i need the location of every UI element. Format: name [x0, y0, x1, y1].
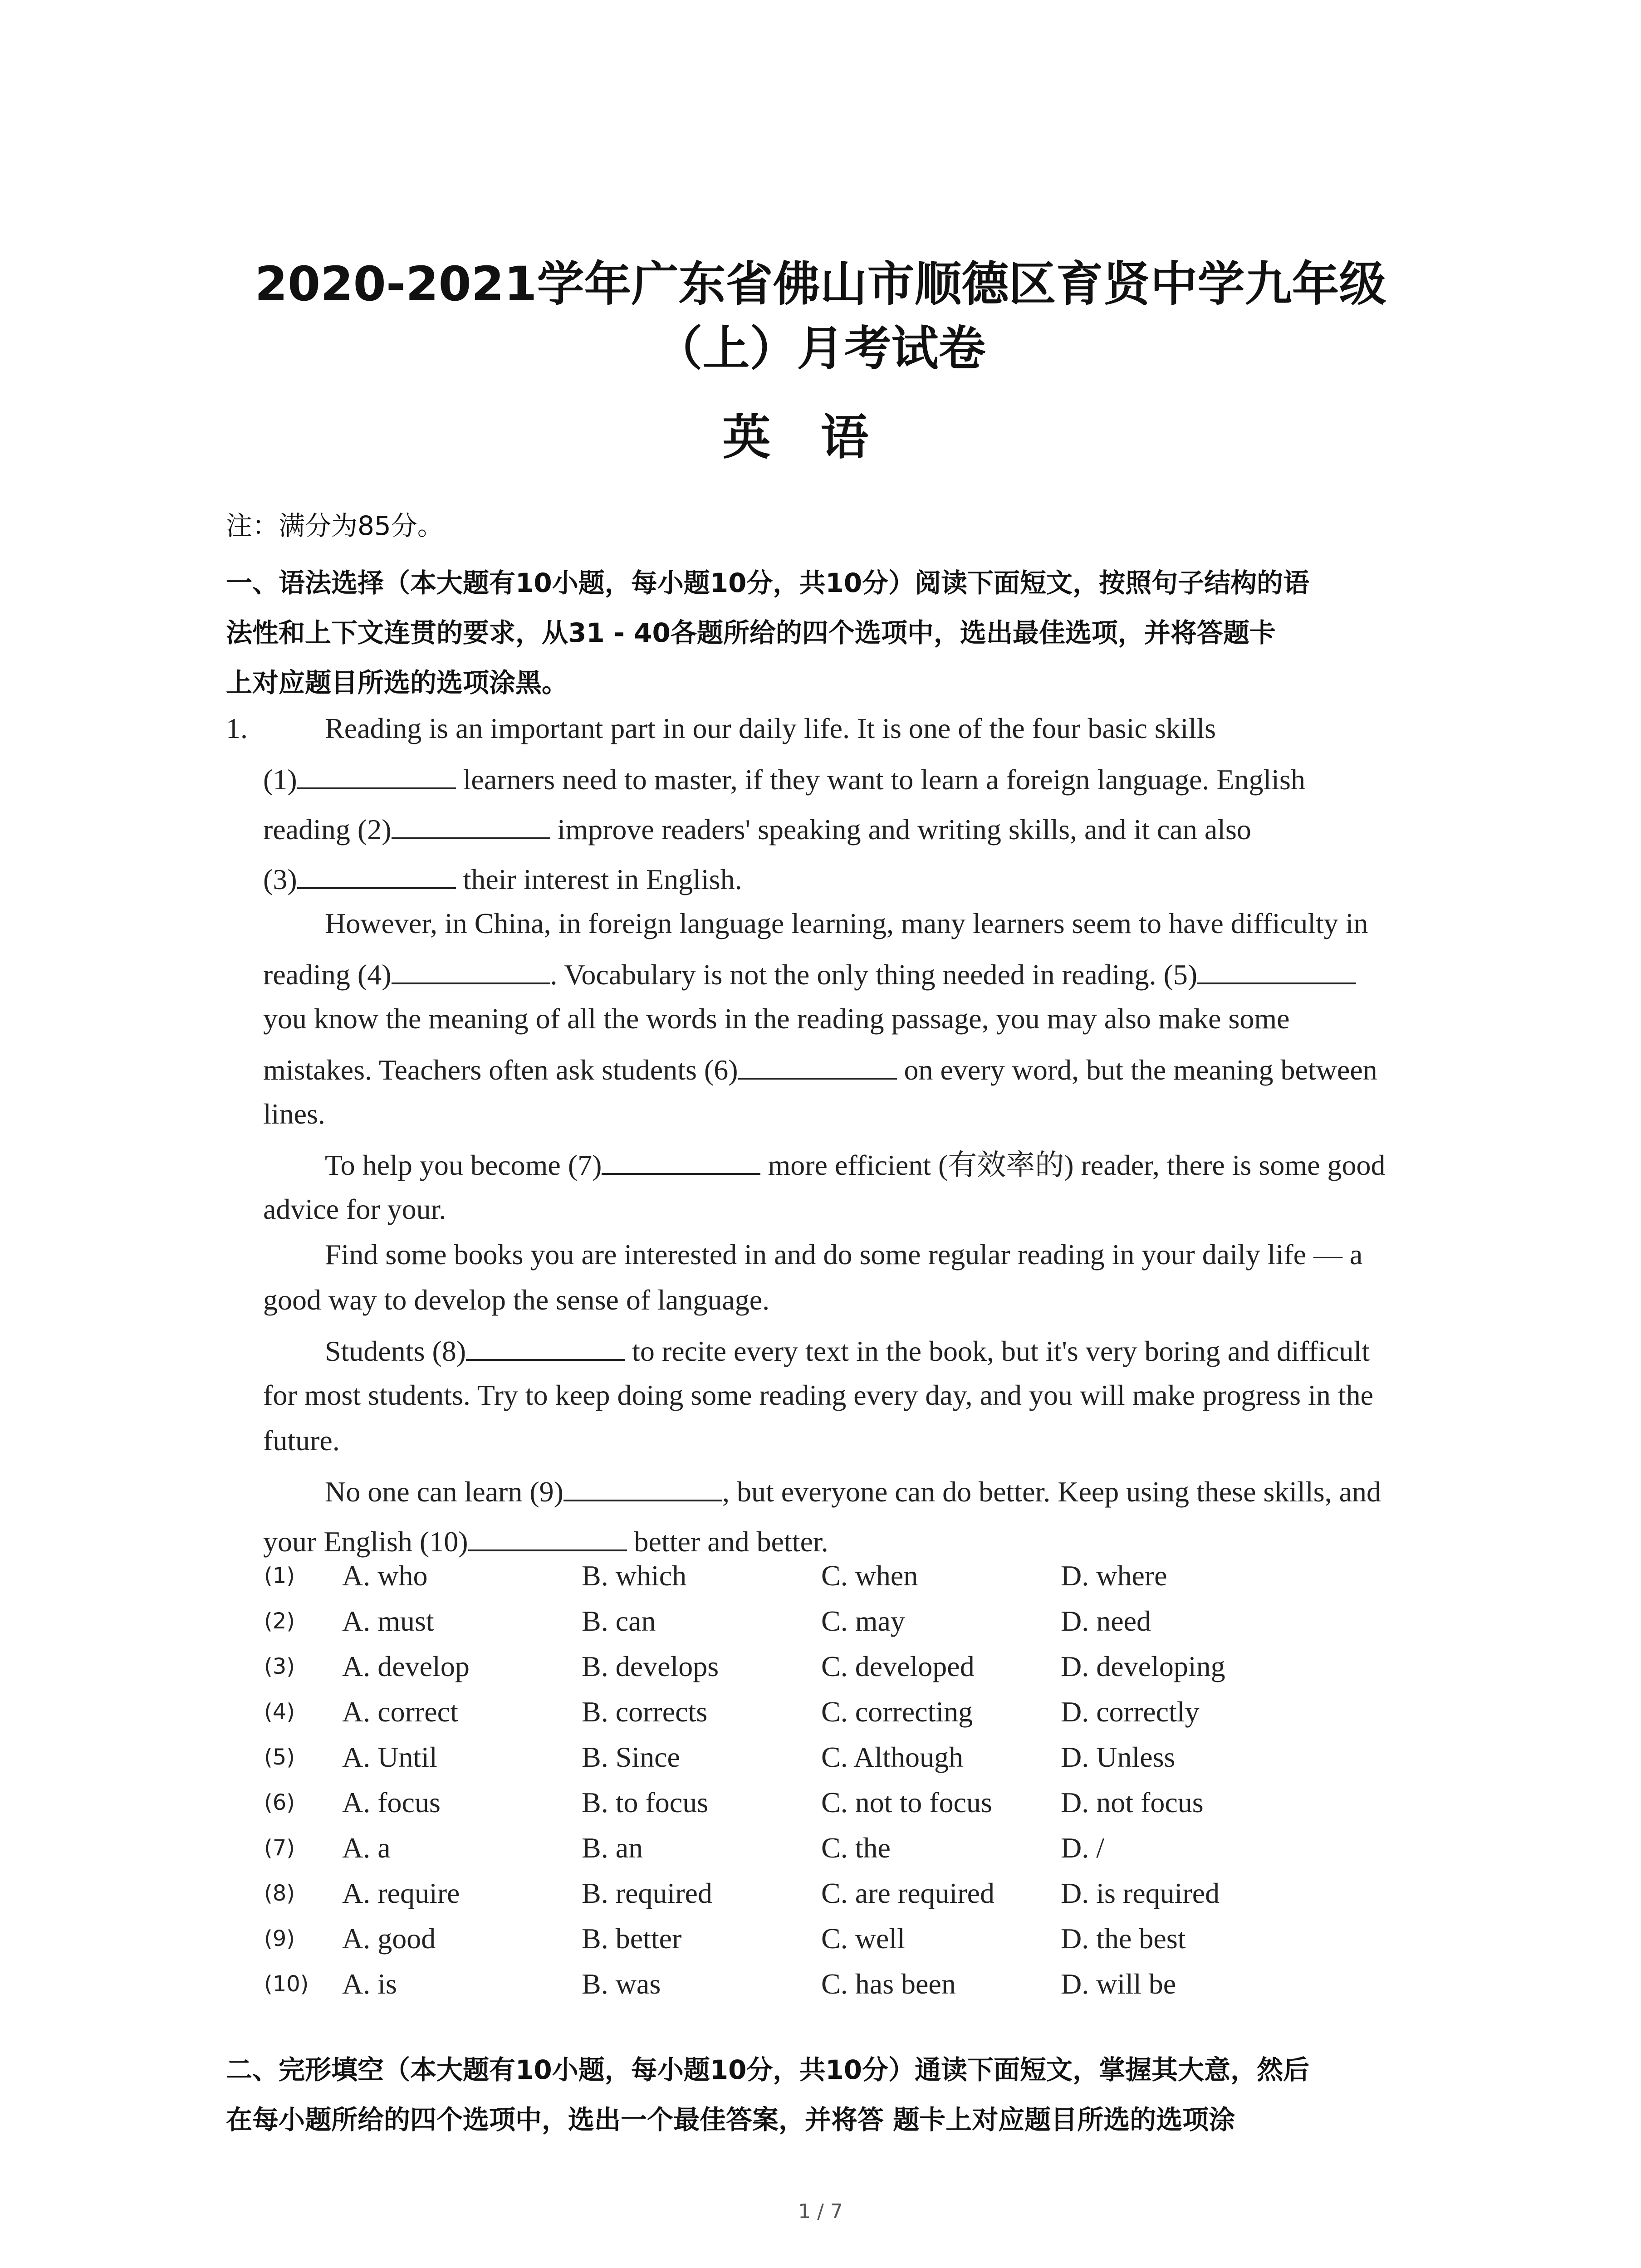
passage-line	[263, 1373, 1373, 1418]
passage-text: for most students. Try to keep doing some reading every day, and you will make progress in the	[263, 1379, 1373, 1411]
passage-text: improve readers' speaking and writing skills, and it can also	[550, 813, 1251, 846]
passage-text: more efficient (有效率的) reader, there is some good	[760, 1149, 1386, 1181]
passage-text: To help you become (7)	[325, 1149, 602, 1181]
passage-line	[263, 1046, 1377, 1091]
option-number: (10)	[264, 1971, 309, 1997]
passage-text: advice for your.	[263, 1193, 446, 1225]
option-b[interactable]: B. better	[582, 1922, 682, 1955]
subject-heading: 英语	[722, 410, 919, 465]
instruction-line: 一、语法选择（本大题有10小题，每小题10分，共10分）阅读下面短文，按照句子结构的语	[226, 567, 1310, 598]
option-b[interactable]: B. corrects	[582, 1696, 708, 1728]
blank-2[interactable]	[392, 806, 550, 839]
option-a[interactable]: A. good	[342, 1922, 436, 1955]
option-number: (9)	[264, 1926, 295, 1951]
blank-5[interactable]	[1197, 951, 1356, 984]
option-b[interactable]: B. an	[582, 1832, 643, 1864]
question-number: 1.	[226, 712, 248, 744]
option-number: (8)	[264, 1881, 295, 1906]
passage-text: Find some books you are interested in and do some regular reading in your daily life — a	[325, 1238, 1363, 1271]
passage-text: learners need to master, if they want to learn a foreign language. English	[456, 763, 1305, 796]
passage-text: reading (4)	[263, 958, 392, 991]
option-a[interactable]: A. who	[342, 1559, 428, 1592]
option-c[interactable]: C. are required	[821, 1877, 995, 1909]
passage-line	[325, 1468, 1381, 1513]
title-line-1: 2020-2021学年广东省佛山市顺德区育贤中学九年级	[255, 256, 1386, 312]
passage-text: , but everyone can do better. Keep using these skills, and	[722, 1476, 1381, 1508]
option-a[interactable]: A. must	[342, 1605, 434, 1637]
passage-text: your English (10)	[263, 1525, 468, 1558]
option-c[interactable]: C. developed	[821, 1650, 975, 1682]
option-c[interactable]: C. correcting	[821, 1696, 973, 1728]
option-d[interactable]: D. Unless	[1061, 1741, 1176, 1773]
option-d[interactable]: D. /	[1061, 1832, 1104, 1864]
option-a[interactable]: A. require	[342, 1877, 460, 1909]
passage-text: lines.	[263, 1098, 325, 1130]
option-c[interactable]: C. not to focus	[821, 1786, 992, 1818]
title-line-2: （上）月考试卷	[655, 321, 986, 376]
exam-title	[0, 252, 1641, 381]
passage-text: future.	[263, 1424, 340, 1457]
option-b[interactable]: B. Since	[582, 1741, 680, 1773]
blank-8[interactable]	[466, 1327, 625, 1361]
blank-7[interactable]	[602, 1141, 760, 1175]
passage-line	[325, 1232, 1362, 1277]
passage-line	[263, 855, 742, 901]
option-c[interactable]: C. has been	[821, 1968, 956, 2000]
option-d[interactable]: D. is required	[1061, 1877, 1220, 1909]
passage-text: reading (2)	[263, 813, 392, 846]
passage-line	[325, 706, 1216, 751]
passage-line	[325, 1327, 1370, 1373]
option-a[interactable]: A. focus	[342, 1786, 441, 1818]
blank-6[interactable]	[738, 1046, 897, 1080]
passage-text: to recite every text in the book, but it's very boring and difficult	[625, 1335, 1370, 1367]
option-c[interactable]: C. Although	[821, 1741, 963, 1773]
option-b[interactable]: B. required	[582, 1877, 712, 1909]
option-c[interactable]: C. well	[821, 1922, 905, 1955]
passage-line	[263, 996, 1290, 1041]
score-note: 注：满分为85分。	[226, 510, 444, 541]
passage-text: Students (8)	[325, 1335, 466, 1367]
option-d[interactable]: D. need	[1061, 1605, 1151, 1637]
passage-text: No one can learn (9)	[325, 1476, 563, 1508]
passage-line	[263, 1418, 340, 1463]
option-number: (6)	[264, 1790, 295, 1815]
passage-line	[263, 756, 1305, 801]
instruction-line: 上对应题目所选的选项涂黑。	[226, 667, 568, 698]
option-c[interactable]: C. may	[821, 1605, 905, 1637]
option-d[interactable]: D. will be	[1061, 1968, 1176, 2000]
option-number: (2)	[264, 1608, 295, 1634]
instruction-line: 法性和上下文连贯的要求，从31 - 40各题所给的四个选项中，选出最佳选项，并将答题卡	[226, 617, 1276, 648]
passage-text: better and better.	[627, 1525, 828, 1558]
blank-4[interactable]	[392, 951, 550, 984]
section-1-instruction	[226, 558, 1451, 708]
passage-line	[263, 1277, 769, 1323]
passage-line	[263, 951, 1356, 996]
option-b[interactable]: B. was	[582, 1968, 661, 2000]
option-d[interactable]: D. not focus	[1061, 1786, 1204, 1818]
option-a[interactable]: A. correct	[342, 1696, 458, 1728]
passage-line	[325, 901, 1368, 946]
option-d[interactable]: D. correctly	[1061, 1696, 1200, 1728]
option-number: (3)	[264, 1654, 295, 1679]
passage-line	[325, 1141, 1386, 1187]
option-b[interactable]: B. to focus	[582, 1786, 709, 1818]
blank-3[interactable]	[297, 855, 456, 889]
blank-1[interactable]	[297, 756, 456, 789]
passage-text: on every word, but the meaning between	[896, 1054, 1377, 1086]
option-a[interactable]: A. develop	[342, 1650, 470, 1682]
passage-line	[263, 1187, 446, 1232]
option-a[interactable]: A. Until	[342, 1741, 437, 1773]
instruction-line: 二、完形填空（本大题有10小题，每小题10分，共10分）通读下面短文，掌握其大意，然后	[226, 2054, 1310, 2085]
passage-text: mistakes. Teachers often ask students (6)	[263, 1054, 738, 1086]
option-b[interactable]: B. can	[582, 1605, 656, 1637]
section-2-instruction	[226, 2045, 1451, 2145]
passage-text: good way to develop the sense of language.	[263, 1284, 770, 1316]
passage-text: you know the meaning of all the words in the reading passage, you may also make some	[263, 1002, 1290, 1035]
passage-text: However, in China, in foreign language learning, many learners seem to have difficulty in	[325, 907, 1368, 939]
passage-text: . Vocabulary is not the only thing needed in reading. (5)	[550, 958, 1198, 991]
passage-text: their interest in English.	[456, 863, 742, 895]
page-indicator: 1 / 7	[798, 2200, 843, 2223]
option-number: (4)	[264, 1699, 295, 1725]
passage-line	[263, 1091, 325, 1137]
passage-text: (3)	[263, 863, 297, 895]
option-d[interactable]: D. where	[1061, 1559, 1167, 1592]
passage-line	[263, 806, 1251, 851]
option-b[interactable]: B. which	[582, 1559, 687, 1592]
option-number: (7)	[264, 1835, 295, 1861]
option-a[interactable]: A. is	[342, 1968, 397, 2000]
option-d[interactable]: D. developing	[1061, 1650, 1225, 1682]
option-d[interactable]: D. the best	[1061, 1922, 1186, 1955]
blank-9[interactable]	[563, 1468, 722, 1501]
option-number: (5)	[264, 1745, 295, 1770]
option-a[interactable]: A. a	[342, 1832, 391, 1864]
option-c[interactable]: C. the	[821, 1832, 891, 1864]
instruction-line: 在每小题所给的四个选项中，选出一个最佳答案，并将答 题卡上对应题目所选的选项涂	[226, 2104, 1235, 2135]
blank-10[interactable]	[468, 1518, 627, 1551]
option-b[interactable]: B. develops	[582, 1650, 719, 1682]
option-number: (1)	[264, 1563, 295, 1589]
option-c[interactable]: C. when	[821, 1559, 918, 1592]
passage-text: Reading is an important part in our daily life. It is one of the four basic skills	[325, 712, 1216, 744]
passage-text: (1)	[263, 763, 297, 796]
